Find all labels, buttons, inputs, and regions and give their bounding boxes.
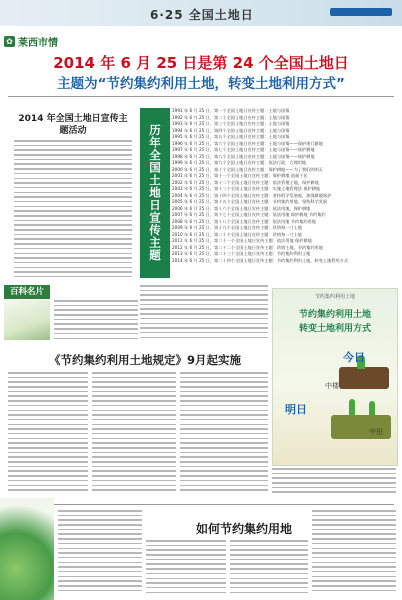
poster-caption-text	[272, 468, 396, 498]
divider	[8, 504, 394, 505]
encyclopedia-text	[54, 300, 138, 344]
history-row: 1992 年 6 月 25 日，第二个全国土地日宣传主题：土地与国情	[172, 114, 290, 120]
green-decoration	[0, 498, 54, 600]
history-row: 2000 年 6 月 25 日，第十个全国土地日宣传主题：保护耕地——为了我们的明天	[172, 166, 323, 172]
sub-headline: 主题为“节约集约利用土地，转变土地利用方式”	[57, 76, 345, 92]
intro-body-text	[14, 140, 132, 280]
history-row: 2012 年 6 月 25 日，第二十二个全国土地日宣传主题：珍惜土地，节约集约用地	[172, 244, 323, 250]
history-row: 1994 年 6 月 25 日，第四个全国土地日宣传主题：土地与国情	[172, 127, 290, 133]
history-row: 2009 年 6 月 25 日，第十九个全国土地日宣传主题：珍惜每一寸土地	[172, 225, 302, 230]
history-row: 2005 年 6 月 25 日，第十五个全国土地日宣传主题：节约集约用地，坚持科学发展	[172, 199, 328, 204]
bottom-body-col3	[230, 540, 308, 596]
history-row: 2001 年 6 月 25 日，第十一个全国土地日宣传主题：保护耕地 造福于民	[172, 173, 308, 178]
page-date-banner: 6·25 全国土地日	[150, 8, 254, 22]
history-panel-title: 历年全国土地日宣传主题	[140, 108, 170, 278]
history-row: 1998 年 6 月 25 日，第八个全国土地日宣传主题：土地与国情——保护耕地	[172, 153, 315, 159]
poster-title-line1: 节约集约利用土地	[298, 310, 371, 320]
poster-title-line2: 转变土地利用方式	[298, 324, 371, 334]
history-row: 2008 年 6 月 25 日，第十八个全国土地日宣传主题：依法用地 节约集约用地	[172, 218, 316, 224]
history-row: 1997 年 6 月 25 日，第七个全国土地日宣传主题：土地与国情——保护耕地	[172, 147, 315, 152]
history-row: 1996 年 6 月 25 日，第六个全国土地日宣传主题：土地与国情——保护现行耕地	[172, 140, 323, 146]
leaf-photo	[4, 300, 50, 340]
bottom-body-col2	[146, 540, 226, 596]
poster-header: 节约集约利用土地	[314, 294, 355, 300]
poster-sign-1: 中楼	[325, 382, 339, 390]
history-row: 1995 年 6 月 25 日，第五个全国土地日宣传主题：土地与国情	[172, 134, 290, 139]
section-tag	[4, 34, 58, 49]
history-row: 2004 年 6 月 25 日，第十四个全国土地日宣传主题：坚持科学发展观，加强耕地保护	[172, 192, 332, 198]
poster-ground-today	[339, 367, 389, 389]
article-body-col1	[8, 372, 88, 498]
history-row: 2003 年 6 月 25 日，第十三个全国土地日宣传主题：实施土地管理法 保护耕地	[172, 186, 321, 191]
plant-icon	[349, 399, 355, 415]
page-header-bar	[0, 0, 402, 26]
history-row: 2007 年 6 月 25 日，第十七个全国土地日宣传主题：依法用地 保护耕地 节约集约	[172, 212, 326, 217]
plant-icon	[369, 401, 375, 415]
poster-illustration	[272, 288, 398, 466]
history-row: 2013 年 6 月 25 日，第二十三个全国土地日宣传主题：节约集约利用土地	[172, 251, 311, 256]
history-list	[172, 108, 398, 278]
encyclopedia-card-label: 百科名片	[4, 285, 50, 299]
bottom-body-col1	[58, 510, 142, 596]
history-row: 1991 年 6 月 25 日，第一个全国土地日宣传主题：土地与国情	[172, 108, 290, 113]
history-row: 1999 年 6 月 25 日，第九个全国土地日宣传主题：依法行政，合理用地	[172, 160, 307, 165]
divider	[8, 96, 394, 97]
history-row: 2011 年 6 月 25 日，第二十一个全国土地日宣传主题：依法用地 保护耕地	[172, 238, 312, 243]
bottom-body-col4	[312, 510, 396, 596]
article-body-col2	[92, 372, 176, 498]
history-row: 2002 年 6 月 25 日，第十二个全国土地日宣传主题：依法管理土地，保护耕地	[172, 179, 319, 185]
history-row: 1993 年 6 月 25 日，第三个全国土地日宣传主题：土地与国情	[172, 121, 290, 126]
article-title-regulation: 《节约集约利用土地规定》9月起实施	[49, 353, 241, 367]
poster-sign-2: 中田	[369, 428, 383, 436]
section-label: 莱西市情	[18, 38, 58, 49]
history-row: 2006 年 6 月 25 日，第十六个全国土地日宣传主题：依法用地，保护耕地	[172, 205, 311, 211]
poster-today-label: 今日	[343, 351, 365, 364]
article-title-howto: 如何节约集约用地	[196, 522, 293, 536]
article-body-col3	[180, 372, 268, 498]
page-meta-strip	[330, 8, 392, 16]
intro-title: 2014 年全国土地日宣传主题活动	[18, 114, 128, 136]
history-row: 2010 年 6 月 25 日，第二十个全国土地日宣传主题：珍惜每一寸土地	[172, 231, 302, 237]
mid-body-text	[140, 285, 268, 345]
history-row: 2014 年 6 月 25 日，第二十四个全国土地日宣传主题：节约集约利用土地，转变土地利用方式	[172, 257, 349, 263]
leaf-icon: ✿	[4, 36, 15, 47]
poster-tomorrow-label: 明日	[285, 403, 307, 416]
main-headline: 2014 年 6 月 25 日是第 24 个全国土地日	[53, 54, 349, 72]
